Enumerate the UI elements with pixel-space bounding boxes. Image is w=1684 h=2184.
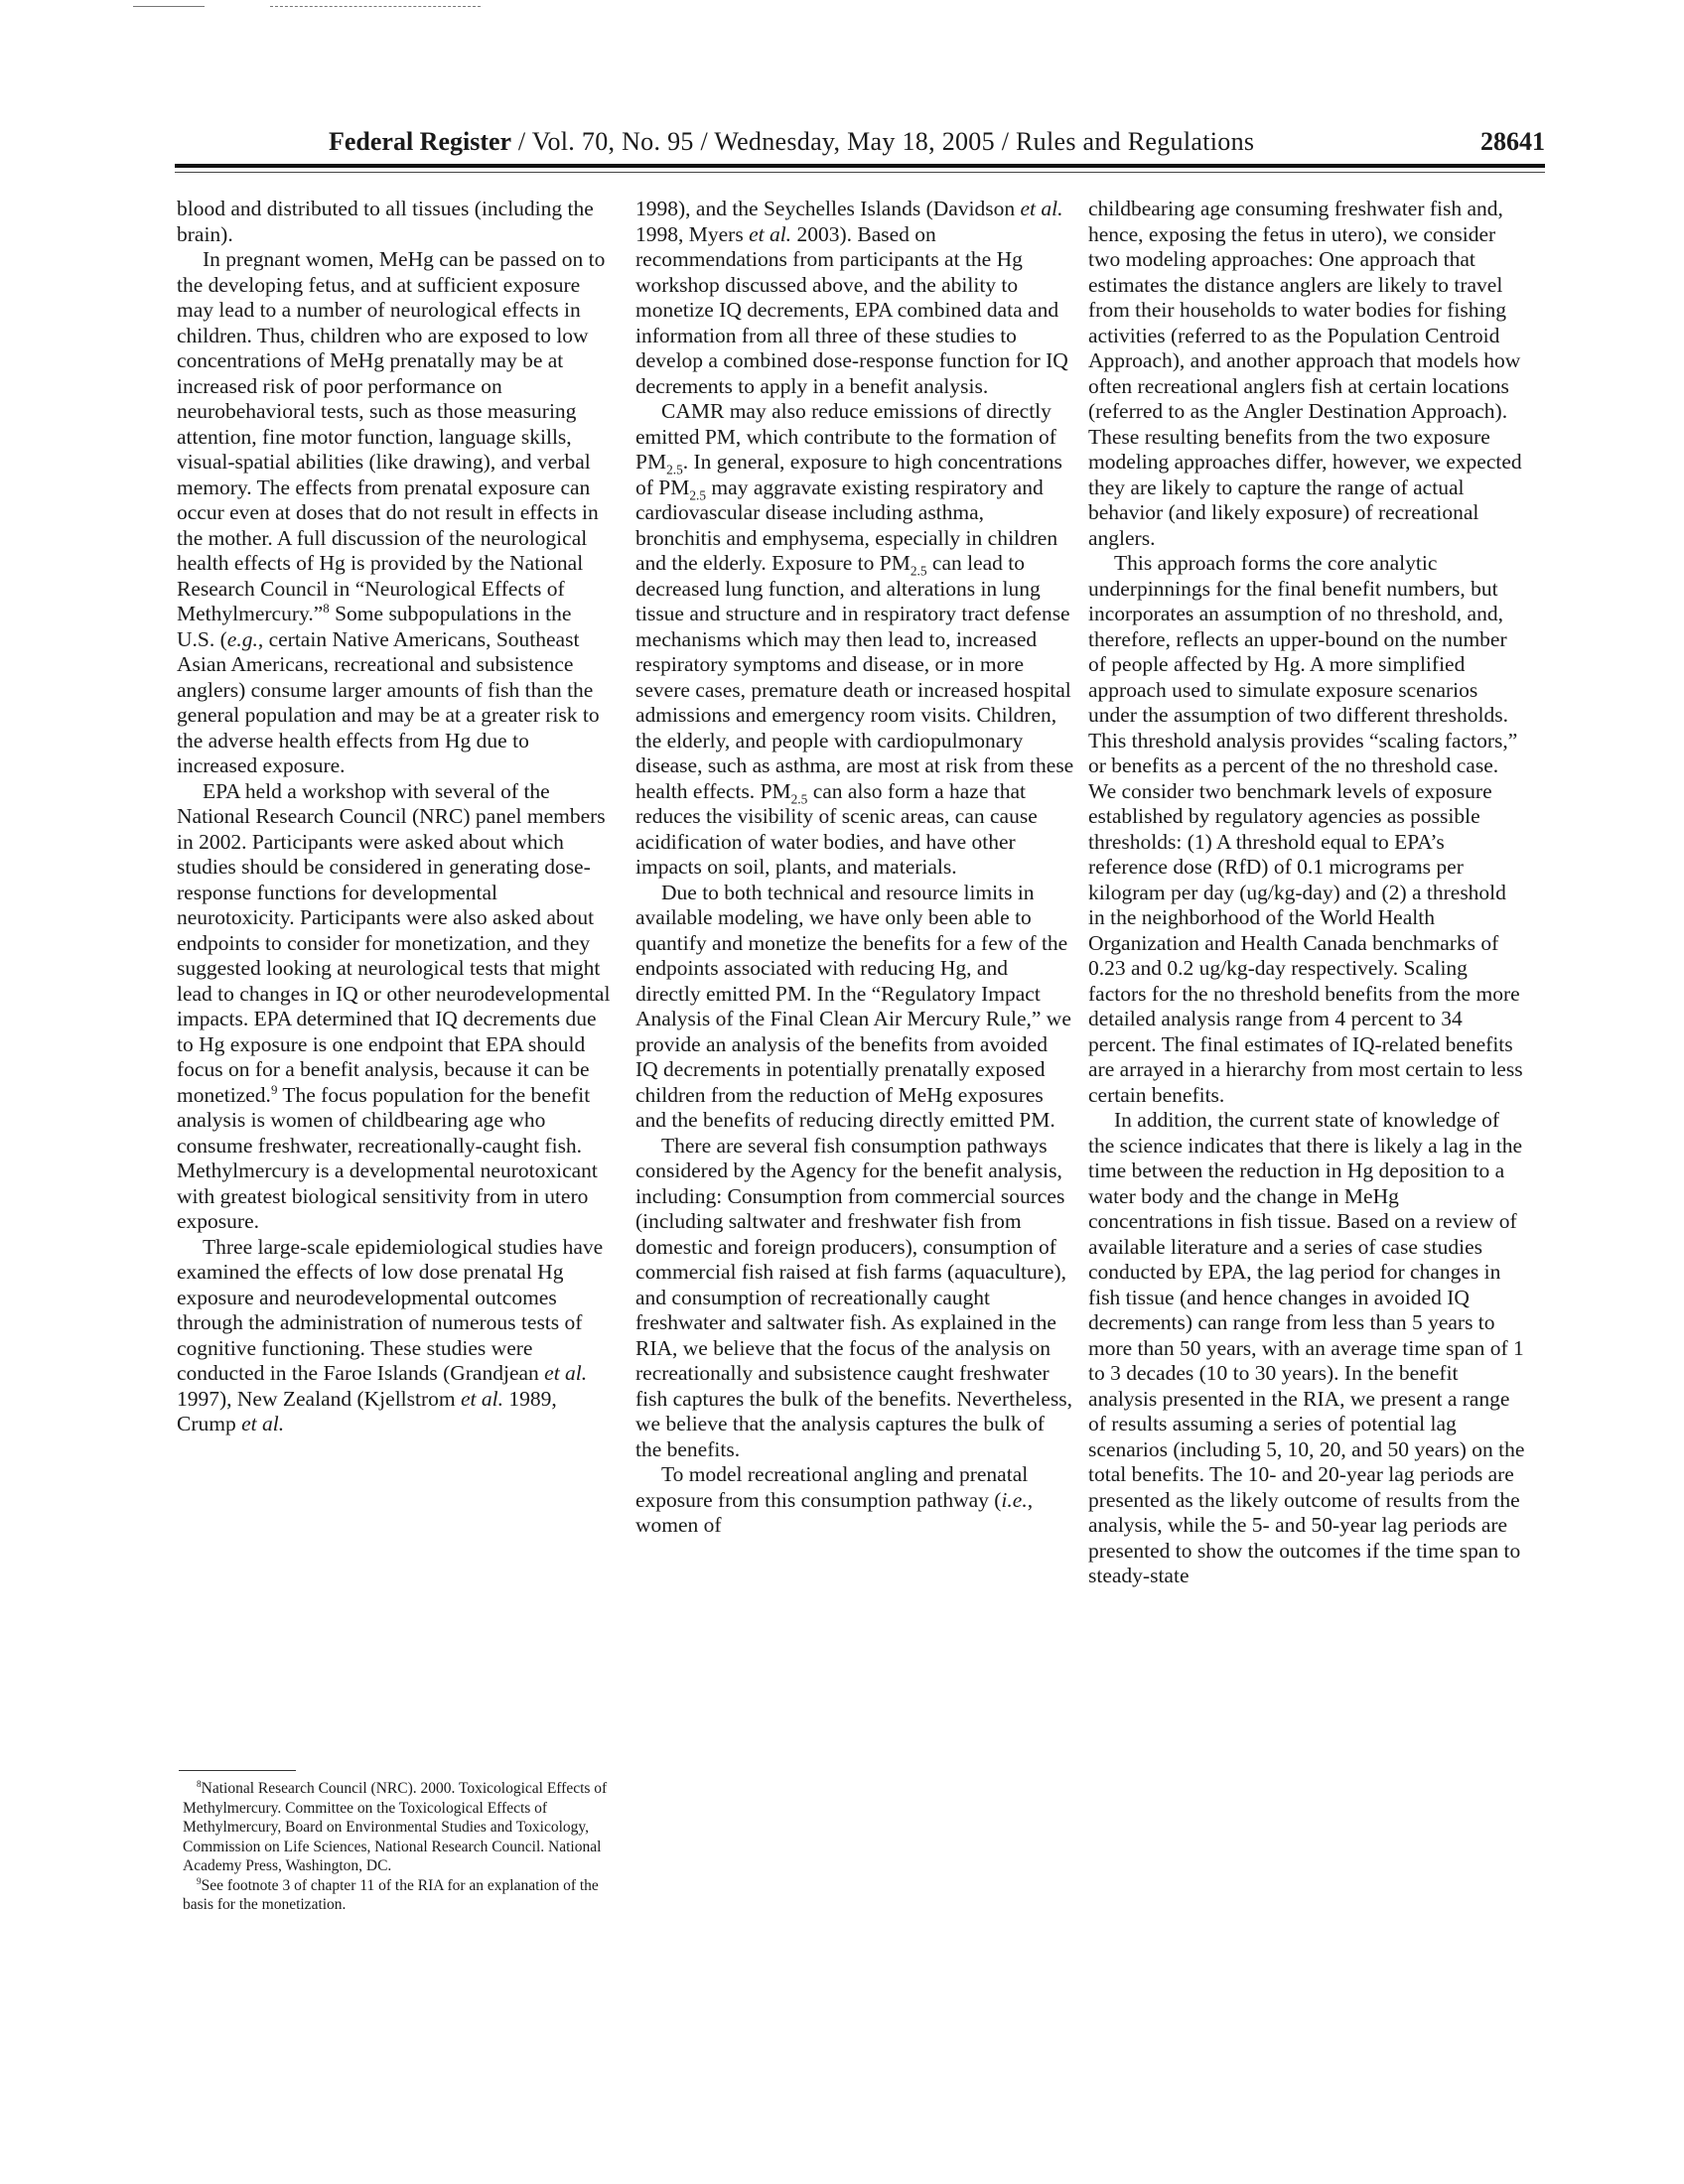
paragraph: There are several fish consumption pathways considered by the Agency for the benefit analysis, including: Consumption from commercial sources (including saltwater and freshwater fish from domestic and foreign producers), consumption of commercial fish raised at fish farms (aquaculture), and consumption of recreationally caught freshwater and saltwater fish. As explained in the RIA, we believe that the focus of the analysis on recreationally and subsistence caught freshwater fish captures the bulk of the benefits. Nevertheless, we believe that the analysis captures the bulk of the benefits.: [635, 1133, 1073, 1461]
footnote-ref-9: 9: [270, 1082, 278, 1097]
paragraph: Due to both technical and resource limits in available modeling, we have only been able to quantify and monetize the benefits for a few of the endpoints associated with reducing Hg, and directly emitted PM. In the “Regulatory Impact Analysis of the Final Clean Air Mercury Rule,” we provide an analysis of the benefits from avoided IQ decrements in potentially prenatally exposed children from the reduction of MeHg exposures and the benefits of reducing directly emitted PM.: [635, 880, 1071, 1132]
footnote-9: $^9$See footnote 3 of chapter 11 of the RIA for an explanation of the basis for the monetization.: [183, 1876, 599, 1913]
paragraph: To model recreational angling and prenatal exposure from this consumption pathway (i.e., women of: [635, 1462, 1034, 1537]
paragraph: In pregnant women, MeHg can be passed on to the developing fetus, and at sufficient exposure may lead to a number of neurological effects in children. Thus, children who are exposed to low concentrations of MeHg prenatally may be at increased risk of poor performance on neurobehavioral tests, such as those measuring attention, fine motor function, language skills, visual-spatial abilities (like drawing), and verbal memory. The effects from prenatal exposure can occur even at doses that do not result in effects in the mother. A full discussion of the neurological health effects of Hg is provided by the National Research Council in “Neurological Effects of Methylmercury.”$^8$ Some subpopulations in the U.S. (e.g., certain Native Americans, Southeast Asian Americans, recreational and subsistence anglers) consume larger amounts of fish than the general population and may be at a greater risk to the adverse health effects from Hg due to increased exposure.: [177, 247, 606, 777]
column-1: [177, 197, 612, 1437]
header-rule: [175, 164, 1545, 168]
scan-mark: [133, 6, 205, 7]
paragraph: 1998), and the Seychelles Islands (Davidson et al. 1998, Myers et al. 2003). Based on recommendations from participants at the Hg workshop discussed above, and the ability to monetize IQ decrements, EPA combined data and information from all three of these studies to develop a combined dose-response function for IQ decrements to apply in a benefit analysis.: [635, 197, 1068, 398]
footnote-rule: [179, 1770, 296, 1771]
header-line: [329, 127, 1254, 157]
page-number: 28641: [1480, 127, 1545, 156]
scan-mark: [270, 6, 481, 7]
page-header: [175, 123, 1545, 163]
paragraph: Three large-scale epidemiological studies have examined the effects of low dose prenatal Hg exposure and neurodevelopmental outcomes through the administration of numerous tests of cognitive functioning. These studies were conducted in the Faroe Islands (Grandjean et al. 1997), New Zealand (Kjellstrom et al. 1989, Crump et al.: [177, 1234, 604, 1435]
footnotes: [183, 1770, 610, 1915]
paragraph: childbearing age consuming freshwater fish and, hence, exposing the fetus in utero), we consider two modeling approaches: One approach that estimates the distance anglers are likely to travel from their households to water bodies for fishing activities (referred to as the Population Centroid Approach), and another approach that models how often recreational anglers fish at certain locations (referred to as the Angler Destination Approach). These resulting benefits from the two exposure modeling approaches differ, however, we expected they are likely to capture the range of actual behavior (and likely exposure) of recreational anglers.: [1088, 197, 1522, 550]
paragraph: This approach forms the core analytic underpinnings for the final benefit numbers, but incorporates an assumption of no threshold, and, therefore, reflects an upper-bound on the number of people affected by Hg. A more simplified approach used to simulate exposure scenarios under the assumption of two different thresholds. This threshold analysis provides “scaling factors,” or benefits as a percent of the no threshold case. We consider two benchmark levels of exposure established by regulatory agencies as possible thresholds: (1) A threshold equal to EPA’s reference dose (RfD) of 0.1 micrograms per kilogram per day (ug/kg-day) and (2) a threshold in the neighborhood of the World Health Organization and Health Canada benchmarks of 0.23 and 0.2 ug/kg-day respectively. Scaling factors for the no threshold benefits from the more detailed analysis range from 4 percent to 34 percent. The final estimates of IQ-related benefits are arrayed in a hierarchy from most certain to less certain benefits.: [1088, 551, 1523, 1107]
paragraph: CAMR may also reduce emissions of directly emitted PM, which contribute to the formation of $PM_{2.5}$. In general, exposure to high concentrations of $PM_{2.5}$ may aggravate existing respiratory and cardiovascular disease including asthma, bronchitis and emphysema, especially in children and the elderly. Exposure to $PM_{2.5}$ can lead to decreased lung function, and alterations in lung tissue and structure and in respiratory tract defense mechanisms which may then lead to, increased respiratory symptoms and disease, or in more severe cases, premature death or increased hospital admissions and emergency room visits. Children, the elderly, and people with cardiopulmonary disease, such as asthma, are most at risk from these health effects. $PM_{2.5}$ can also form a haze that reduces the visibility of scenic areas, can cause acidification of water bodies, and have other impacts on soil, plants, and materials.: [635, 399, 1074, 879]
paragraph: In addition, the current state of knowledge of the science indicates that there is likely a lag in the time between the reduction in Hg deposition to a water body and the change in MeHg concentrations in fish tissue. Based on a review of available literature and a series of case studies conducted by EPA, the lag period for changes in fish tissue (and hence changes in avoided IQ decrements) can range from less than 5 years to more than 50 years, with an average time span of 1 to 3 decades (10 to 30 years). In the benefit analysis presented in the RIA, we present a range of results assuming a series of potential lag scenarios (including 5, 10, 20, and 50 years) on the total benefits. The 10- and 20-year lag periods are presented as the likely outcome of results from the analysis, while the 5- and 50-year lag periods are presented to show the outcomes if the time span to steady-state: [1088, 1108, 1525, 1587]
header-rule-thin: [175, 172, 1545, 173]
publication-title: Federal Register: [329, 127, 512, 156]
footnote-8: $^8$National Research Council (NRC). 2000. Toxicological Effects of Methylmercury. Committee on the Toxicological Effects of Methylmercury, Board on Environmental Studies and Toxicology, Commission on Life Sciences, National Research Council. National Academy Press, Washington, DC.: [183, 1779, 608, 1874]
column-2: [635, 197, 1074, 1539]
issue-details: / Vol. 70, No. 95 / Wednesday, May 18, 2005 / Rules and Regulations: [511, 127, 1255, 156]
footnote-ref-8: 8: [323, 601, 330, 615]
column-3: [1088, 197, 1525, 1589]
paragraph: blood and distributed to all tissues (including the brain).: [177, 197, 594, 246]
paragraph: EPA held a workshop with several of the National Research Council (NRC) panel members in 2002. Participants were asked about which studies should be considered in generating dose-response functions for developmental neurotoxicity. Participants were also asked about endpoints to consider for monetization, and they suggested looking at neurological tests that might lead to changes in IQ or other neurodevelopmental impacts. EPA determined that IQ decrements due to Hg exposure is one endpoint that EPA should focus on for a benefit analysis, because it can be monetized.$^9$ The focus population for the benefit analysis is women of childbearing age who consume freshwater, recreationally-caught fish. Methylmercury is a developmental neurotoxicant with greatest biological sensitivity from in utero exposure.: [177, 778, 611, 1233]
